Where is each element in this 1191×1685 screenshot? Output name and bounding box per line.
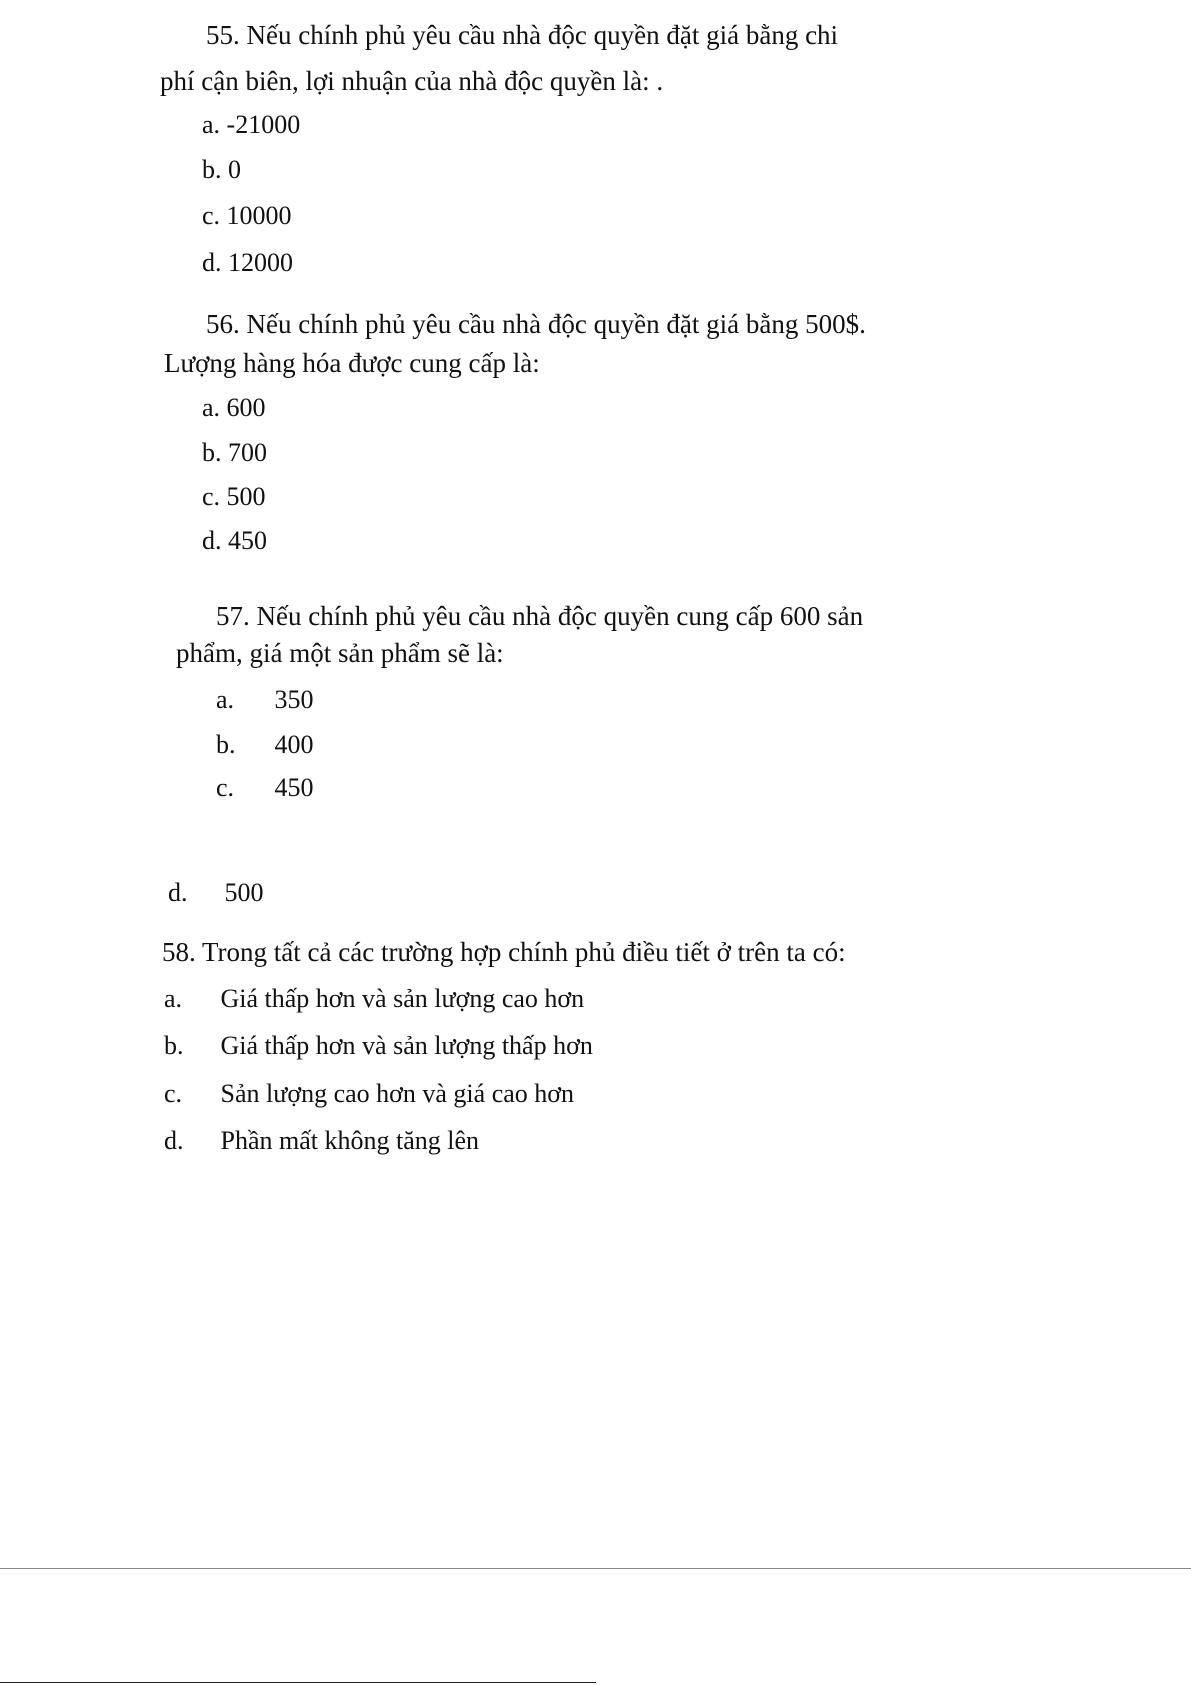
- question-55-option-c: [202, 199, 292, 233]
- option-label: b.: [216, 730, 236, 759]
- question-55-text: Nếu chính phủ yêu cầu nhà độc quyền đặt giá bằng chi: [246, 20, 839, 50]
- question-58-option-c: [164, 1077, 574, 1111]
- question-56-line-2: Lượng hàng hóa được cung cấp là:: [164, 348, 540, 378]
- option-label: d.: [202, 526, 222, 555]
- footnote-divider: [0, 1682, 596, 1683]
- question-56-option-b: [202, 436, 267, 470]
- question-57-option-a: [216, 683, 314, 717]
- option-value: 350: [274, 685, 314, 714]
- option-value: Giá thấp hơn và sản lượng thấp hơn: [220, 1031, 593, 1060]
- question-56-option-d: [202, 524, 267, 558]
- question-57-text: Nếu chính phủ yêu cầu nhà độc quyền cung cấp 600 sản: [256, 601, 864, 631]
- question-55-number: 55.: [206, 20, 240, 50]
- question-55-option-b: [202, 153, 241, 187]
- option-label: c.: [202, 201, 221, 230]
- option-value: -21000: [226, 110, 301, 139]
- option-label: d.: [168, 878, 188, 907]
- option-label: c.: [164, 1079, 183, 1108]
- question-58-text: Trong tất cả các trường hợp chính phủ điều tiết ở trên ta có:: [202, 937, 846, 967]
- option-value: Sản lượng cao hơn và giá cao hơn: [220, 1079, 575, 1108]
- option-label: c.: [202, 482, 221, 511]
- question-55-line-1: [206, 18, 838, 52]
- question-56-text: Nếu chính phủ yêu cầu nhà độc quyền đặt giá bằng 500$.: [246, 309, 866, 339]
- option-value: 500: [224, 878, 264, 907]
- option-value: 700: [228, 438, 267, 467]
- question-56-option-c: [202, 480, 266, 514]
- question-56-number: 56.: [206, 309, 240, 339]
- question-56-line-1: [206, 307, 866, 341]
- option-label: d.: [164, 1126, 184, 1155]
- option-label: a.: [202, 393, 221, 422]
- option-value: 400: [274, 730, 314, 759]
- option-label: a.: [202, 110, 221, 139]
- question-57-line-2: phẩm, giá một sản phẩm sẽ là:: [176, 638, 504, 668]
- option-value: 500: [226, 482, 266, 511]
- option-value: 10000: [226, 201, 292, 230]
- option-label: c.: [216, 773, 235, 802]
- question-58-option-d: [164, 1124, 479, 1158]
- page-footer-divider: [0, 1568, 1191, 1569]
- option-value: 600: [226, 393, 266, 422]
- question-57-option-c: [216, 771, 314, 805]
- option-label: a.: [164, 984, 183, 1013]
- question-55-line-2: phí cận biên, lợi nhuận của nhà độc quyền là: .: [160, 66, 664, 96]
- question-55-option-d: [202, 246, 293, 280]
- option-value: 0: [228, 155, 241, 184]
- option-label: b.: [202, 155, 222, 184]
- question-58-option-b: [164, 1029, 593, 1063]
- option-label: b.: [164, 1031, 184, 1060]
- question-57-option-d: [168, 876, 264, 910]
- question-58-line-1: [162, 935, 846, 969]
- question-55-option-a: [202, 108, 300, 142]
- question-57-option-b: [216, 728, 314, 762]
- question-57-number: 57.: [216, 601, 250, 631]
- option-value: 12000: [228, 248, 293, 277]
- question-58-option-a: [164, 982, 584, 1016]
- question-58-number: 58.: [162, 937, 196, 967]
- option-value: Phần mất không tăng lên: [220, 1126, 480, 1155]
- option-label: b.: [202, 438, 222, 467]
- option-value: Giá thấp hơn và sản lượng cao hơn: [220, 984, 585, 1013]
- option-label: a.: [216, 685, 235, 714]
- option-value: 450: [274, 773, 314, 802]
- option-value: 450: [228, 526, 267, 555]
- option-label: d.: [202, 248, 222, 277]
- question-56-option-a: [202, 391, 266, 425]
- question-57-line-1: [216, 599, 863, 633]
